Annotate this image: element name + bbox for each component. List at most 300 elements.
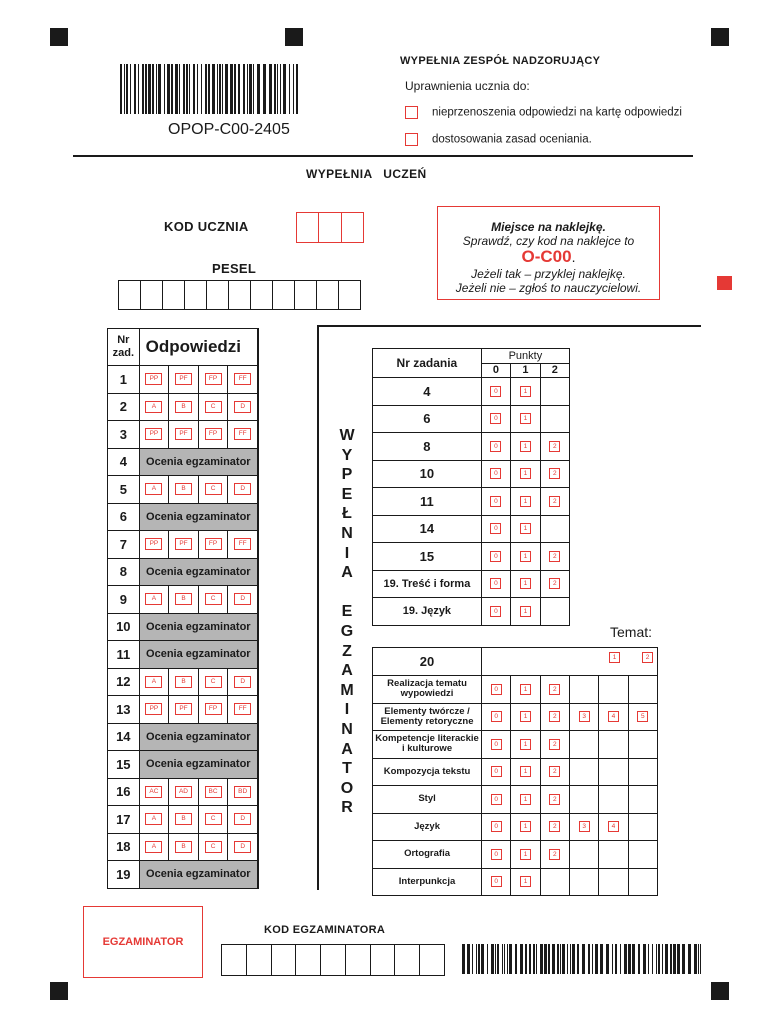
points-cell bbox=[540, 543, 569, 571]
points-box[interactable]: 0 bbox=[490, 578, 501, 589]
barcode-bottom bbox=[462, 944, 702, 974]
answer-option-cell bbox=[198, 806, 228, 834]
answer-row bbox=[108, 833, 258, 861]
barcode-bar bbox=[167, 64, 170, 114]
answer-option-box[interactable]: C bbox=[205, 483, 222, 495]
barcode-bar bbox=[670, 944, 672, 974]
points-cell bbox=[481, 460, 510, 488]
answer-option-box[interactable]: FF bbox=[234, 373, 251, 385]
answer-row bbox=[108, 668, 258, 696]
divider-top bbox=[73, 155, 693, 157]
criterion-cell bbox=[511, 786, 540, 814]
barcode-bar bbox=[257, 64, 260, 114]
criterion-row bbox=[373, 813, 658, 841]
criterion-cell bbox=[511, 731, 540, 759]
points-box[interactable]: 2 bbox=[549, 578, 560, 589]
points-box[interactable]: 0 bbox=[490, 386, 501, 397]
points-box[interactable]: 1 bbox=[520, 468, 531, 479]
answer-option-box[interactable]: FP bbox=[205, 703, 222, 715]
examiner-code-digit-box[interactable] bbox=[296, 945, 321, 975]
pesel-digit-box[interactable] bbox=[229, 281, 251, 309]
criterion-box[interactable]: 3 bbox=[579, 821, 590, 832]
answer-option-cell bbox=[198, 668, 228, 696]
examiner-code-digit-box[interactable] bbox=[222, 945, 247, 975]
points-box[interactable]: 0 bbox=[490, 468, 501, 479]
points-row bbox=[373, 515, 570, 543]
task20-table bbox=[372, 647, 658, 896]
answer-option-box[interactable]: D bbox=[234, 676, 251, 688]
temat-option-box[interactable]: 2 bbox=[642, 652, 653, 663]
answer-row bbox=[108, 503, 258, 531]
criterion-box[interactable]: 2 bbox=[549, 794, 560, 805]
examiner-grades-cell: Ocenia egzaminator bbox=[139, 641, 257, 669]
answer-option-box[interactable]: B bbox=[175, 841, 192, 853]
answer-option-cell bbox=[228, 531, 258, 559]
criterion-box[interactable]: 1 bbox=[520, 876, 531, 887]
points-box[interactable]: 1 bbox=[520, 606, 531, 617]
right-2-row[interactable] bbox=[405, 133, 592, 146]
barcode-bar bbox=[219, 64, 221, 114]
kod-ucznia-box[interactable] bbox=[297, 213, 319, 242]
answer-option-box[interactable]: PF bbox=[175, 703, 192, 715]
points-cell bbox=[540, 433, 569, 461]
criterion-box[interactable]: 2 bbox=[549, 711, 560, 722]
answer-option-box[interactable]: C bbox=[205, 676, 222, 688]
criterion-cell bbox=[599, 703, 628, 731]
barcode-bar bbox=[632, 944, 635, 974]
points-cell bbox=[511, 378, 540, 406]
vertical-label-letter: N bbox=[341, 721, 353, 738]
answer-option-cell bbox=[169, 696, 199, 724]
answer-option-box[interactable]: C bbox=[205, 841, 222, 853]
criterion-box[interactable]: 0 bbox=[491, 711, 502, 722]
answer-option-cell bbox=[139, 586, 169, 614]
barcode-bar bbox=[487, 944, 488, 974]
answer-option-box[interactable]: PP bbox=[145, 428, 162, 440]
examiner-code-digit-box[interactable] bbox=[346, 945, 371, 975]
pesel-digit-box[interactable] bbox=[273, 281, 295, 309]
kod-ucznia-box[interactable] bbox=[319, 213, 341, 242]
criterion-box[interactable]: 1 bbox=[520, 794, 531, 805]
criterion-cell bbox=[628, 676, 657, 704]
criterion-box[interactable]: 4 bbox=[608, 711, 619, 722]
registration-mark-bottom-right bbox=[711, 982, 729, 1000]
examiner-code-digit-box[interactable] bbox=[395, 945, 420, 975]
criterion-cell bbox=[482, 813, 511, 841]
answers-header-nr-text: Nr bbox=[117, 334, 130, 346]
answer-row-number: 18 bbox=[108, 833, 140, 861]
points-box[interactable]: 1 bbox=[520, 441, 531, 452]
points-cell bbox=[540, 598, 569, 626]
criterion-row bbox=[373, 786, 658, 814]
answer-option-cell bbox=[139, 806, 169, 834]
barcode-bar bbox=[179, 64, 180, 114]
barcode-bar bbox=[600, 944, 603, 974]
barcode-bar bbox=[186, 64, 188, 114]
answer-option-box[interactable]: PP bbox=[145, 538, 162, 550]
answer-option-box[interactable]: FP bbox=[205, 428, 222, 440]
barcode-bar bbox=[509, 944, 512, 974]
barcode-bar bbox=[462, 944, 465, 974]
criterion-cell bbox=[599, 868, 628, 896]
answer-row bbox=[108, 806, 258, 834]
answer-option-box[interactable]: B bbox=[175, 593, 192, 605]
kod-ucznia-boxes[interactable] bbox=[296, 212, 364, 243]
form-code: OPOP-C00-2405 bbox=[168, 121, 290, 138]
answer-option-box[interactable]: B bbox=[175, 676, 192, 688]
pesel-digit-box[interactable] bbox=[163, 281, 185, 309]
criterion-box[interactable]: 5 bbox=[637, 711, 648, 722]
answer-option-cell bbox=[198, 586, 228, 614]
points-box[interactable]: 2 bbox=[549, 496, 560, 507]
answer-row-number: 6 bbox=[108, 503, 140, 531]
barcode-bar bbox=[557, 944, 559, 974]
pesel-digit-box[interactable] bbox=[185, 281, 207, 309]
barcode-bar bbox=[243, 64, 245, 114]
barcode-bar bbox=[234, 64, 236, 114]
barcode-bar bbox=[582, 944, 585, 974]
points-task-number: 4 bbox=[373, 378, 482, 406]
points-header-task: Nr zadania bbox=[373, 349, 482, 378]
criterion-box[interactable]: 4 bbox=[608, 821, 619, 832]
answer-option-box[interactable]: FP bbox=[205, 538, 222, 550]
sticker-title: Miejsce na naklejkę. bbox=[491, 220, 606, 234]
criterion-box[interactable]: 2 bbox=[549, 739, 560, 750]
barcode-bar bbox=[472, 944, 473, 974]
answer-row bbox=[108, 778, 258, 806]
sticker-code-dot: . bbox=[571, 249, 576, 265]
barcode-bar bbox=[577, 944, 579, 974]
points-box[interactable]: 0 bbox=[490, 441, 501, 452]
criterion-box[interactable]: 1 bbox=[520, 739, 531, 750]
points-cell bbox=[481, 433, 510, 461]
barcode-bar bbox=[238, 64, 240, 114]
examiner-region-line-v bbox=[317, 325, 319, 890]
points-box[interactable]: 1 bbox=[520, 578, 531, 589]
barcode-bar bbox=[225, 64, 228, 114]
points-box[interactable]: 1 bbox=[520, 551, 531, 562]
barcode-bar bbox=[502, 944, 503, 974]
right-2-label: dostosowania zasad oceniania. bbox=[432, 133, 592, 146]
points-cell bbox=[481, 598, 510, 626]
answer-option-box[interactable]: A bbox=[145, 593, 162, 605]
examiner-region-line-h bbox=[317, 325, 701, 327]
criterion-cell bbox=[511, 841, 540, 869]
registration-mark-top-right bbox=[711, 28, 729, 46]
criterion-cell bbox=[482, 676, 511, 704]
barcode-bar bbox=[567, 944, 568, 974]
right-2-checkbox[interactable] bbox=[405, 133, 418, 146]
barcode-bar bbox=[263, 64, 266, 114]
criterion-cell bbox=[540, 676, 569, 704]
answer-option-box[interactable]: A bbox=[145, 841, 162, 853]
kod-ucznia-box[interactable] bbox=[342, 213, 363, 242]
criterion-cell bbox=[540, 786, 569, 814]
criterion-box[interactable]: 2 bbox=[549, 766, 560, 777]
criterion-box[interactable]: 1 bbox=[520, 711, 531, 722]
barcode-bar bbox=[552, 944, 555, 974]
barcode-bar bbox=[682, 944, 685, 974]
barcode-bar bbox=[247, 64, 248, 114]
barcode-bar bbox=[175, 64, 178, 114]
vertical-label-letter: Z bbox=[342, 642, 352, 660]
answer-option-cell bbox=[228, 366, 258, 394]
answer-option-cell bbox=[139, 531, 169, 559]
temat-option-box[interactable]: 1 bbox=[609, 652, 620, 663]
answer-option-box[interactable]: PP bbox=[145, 373, 162, 385]
barcode-bar bbox=[217, 64, 218, 114]
answer-row-number: 15 bbox=[108, 751, 140, 779]
barcode-bar bbox=[289, 64, 290, 114]
barcode-bar bbox=[212, 64, 215, 114]
criterion-row bbox=[373, 676, 658, 704]
barcode-bar bbox=[673, 944, 676, 974]
barcode-bar bbox=[171, 64, 173, 114]
criterion-box[interactable]: 0 bbox=[491, 849, 502, 860]
examiner-code-boxes[interactable] bbox=[221, 944, 445, 976]
barcode-bar bbox=[694, 944, 697, 974]
answer-option-box[interactable]: D bbox=[234, 813, 251, 825]
answer-option-box[interactable]: PF bbox=[175, 538, 192, 550]
examiner-code-label: KOD EGZAMINATORA bbox=[264, 924, 386, 936]
answer-row-number: 9 bbox=[108, 586, 140, 614]
answer-option-box[interactable]: PF bbox=[175, 373, 192, 385]
barcode-bar bbox=[606, 944, 609, 974]
barcode-bar bbox=[507, 944, 508, 974]
answer-option-cell bbox=[139, 696, 169, 724]
barcode-bar bbox=[293, 64, 294, 114]
criterion-cell bbox=[540, 841, 569, 869]
answer-option-box[interactable]: FP bbox=[205, 373, 222, 385]
criterion-box[interactable]: 1 bbox=[520, 766, 531, 777]
barcode-bar bbox=[145, 64, 147, 114]
barcode-bar bbox=[142, 64, 144, 114]
points-task-number: 8 bbox=[373, 433, 482, 461]
answer-option-box[interactable]: A bbox=[145, 813, 162, 825]
barcode-bar bbox=[544, 944, 547, 974]
answer-option-cell bbox=[169, 586, 199, 614]
answer-option-box[interactable]: PP bbox=[145, 703, 162, 715]
answer-option-box[interactable]: C bbox=[205, 401, 222, 413]
barcode-bar bbox=[269, 64, 272, 114]
points-row bbox=[373, 378, 570, 406]
barcode-bar bbox=[540, 944, 543, 974]
right-1-checkbox[interactable] bbox=[405, 106, 418, 119]
criterion-cell bbox=[482, 786, 511, 814]
answer-option-box[interactable]: BD bbox=[234, 786, 251, 798]
vertical-label-letter: A bbox=[341, 662, 353, 680]
answer-row-number: 14 bbox=[108, 723, 140, 751]
barcode-bar bbox=[158, 64, 161, 114]
answer-row-number: 7 bbox=[108, 531, 140, 559]
criterion-box[interactable]: 2 bbox=[549, 849, 560, 860]
answer-option-box[interactable]: D bbox=[234, 401, 251, 413]
answer-option-cell bbox=[228, 696, 258, 724]
points-box[interactable]: 0 bbox=[490, 496, 501, 507]
barcode-bar bbox=[230, 64, 233, 114]
criterion-box[interactable]: 1 bbox=[520, 821, 531, 832]
answer-row-number: 16 bbox=[108, 778, 140, 806]
answer-option-box[interactable]: C bbox=[205, 813, 222, 825]
answer-option-box[interactable]: B bbox=[175, 813, 192, 825]
criterion-box[interactable]: 0 bbox=[491, 766, 502, 777]
answer-option-cell bbox=[198, 476, 228, 504]
answer-option-box[interactable]: A bbox=[145, 401, 162, 413]
criterion-cell bbox=[570, 786, 599, 814]
pesel-digit-box[interactable] bbox=[119, 281, 141, 309]
points-box[interactable]: 0 bbox=[490, 413, 501, 424]
barcode-bar bbox=[656, 944, 657, 974]
barcode-bar bbox=[280, 64, 281, 114]
answer-option-box[interactable]: AC bbox=[145, 786, 162, 798]
points-task-number: 10 bbox=[373, 460, 482, 488]
points-box[interactable]: 1 bbox=[520, 496, 531, 507]
answer-row bbox=[108, 476, 258, 504]
points-box[interactable]: 0 bbox=[490, 523, 501, 534]
task20-title: 20 bbox=[373, 648, 482, 676]
criterion-label: Elementy twórcze / Elementy retoryczne bbox=[373, 703, 482, 731]
answer-option-box[interactable]: FF bbox=[234, 538, 251, 550]
answers-table bbox=[107, 328, 259, 889]
criterion-box[interactable]: 0 bbox=[491, 739, 502, 750]
points-box[interactable]: 2 bbox=[549, 551, 560, 562]
sticker-line-2: Jeżeli tak – przyklej naklejkę. bbox=[471, 267, 626, 281]
barcode-bar bbox=[595, 944, 598, 974]
answer-option-cell bbox=[139, 668, 169, 696]
barcode-bar bbox=[665, 944, 668, 974]
pesel-digit-box[interactable] bbox=[251, 281, 273, 309]
examiner-grades-cell: Ocenia egzaminator bbox=[139, 558, 257, 586]
points-box[interactable]: 1 bbox=[520, 386, 531, 397]
points-cell bbox=[481, 515, 510, 543]
criterion-cell bbox=[540, 868, 569, 896]
points-cell bbox=[481, 488, 510, 516]
answer-option-cell bbox=[139, 778, 169, 806]
criterion-row bbox=[373, 868, 658, 896]
criterion-box[interactable]: 0 bbox=[491, 876, 502, 887]
vertical-label-letter: W bbox=[339, 427, 355, 444]
answer-row bbox=[108, 393, 258, 421]
points-cell bbox=[540, 515, 569, 543]
pesel-digit-box[interactable] bbox=[207, 281, 229, 309]
answer-option-cell bbox=[228, 833, 258, 861]
examiner-code-digit-box[interactable] bbox=[272, 945, 297, 975]
student-section-title: WYPEŁNIA UCZEŃ bbox=[306, 167, 427, 181]
answer-option-box[interactable]: FF bbox=[234, 703, 251, 715]
criterion-cell bbox=[628, 786, 657, 814]
points-task-number: 19. Treść i forma bbox=[373, 570, 482, 598]
answer-option-box[interactable]: D bbox=[234, 841, 251, 853]
criterion-cell bbox=[482, 731, 511, 759]
pesel-boxes[interactable] bbox=[118, 280, 361, 310]
criterion-box[interactable]: 0 bbox=[491, 684, 502, 695]
examiner-grades-cell: Ocenia egzaminator bbox=[139, 751, 257, 779]
points-cell bbox=[511, 598, 540, 626]
pesel-digit-box[interactable] bbox=[339, 281, 360, 309]
answer-option-cell bbox=[139, 476, 169, 504]
points-box[interactable]: 2 bbox=[549, 441, 560, 452]
criterion-box[interactable]: 0 bbox=[491, 821, 502, 832]
answer-row-number: 13 bbox=[108, 696, 140, 724]
registration-mark-bottom-left bbox=[50, 982, 68, 1000]
answer-option-box[interactable]: FF bbox=[234, 428, 251, 440]
answer-option-box[interactable]: A bbox=[145, 483, 162, 495]
pesel-digit-box[interactable] bbox=[317, 281, 339, 309]
answer-option-box[interactable]: PF bbox=[175, 428, 192, 440]
answer-row bbox=[108, 613, 258, 641]
points-box[interactable]: 1 bbox=[520, 523, 531, 534]
criterion-label: Kompozycja tekstu bbox=[373, 758, 482, 786]
points-cell bbox=[481, 405, 510, 433]
pesel-digit-box[interactable] bbox=[141, 281, 163, 309]
criterion-cell bbox=[540, 758, 569, 786]
answer-option-cell bbox=[228, 476, 258, 504]
criterion-box[interactable]: 2 bbox=[549, 684, 560, 695]
temat-label: Temat: bbox=[610, 624, 653, 640]
answer-option-box[interactable]: D bbox=[234, 593, 251, 605]
barcode-bar bbox=[183, 64, 185, 114]
criterion-cell bbox=[628, 731, 657, 759]
barcode-bar bbox=[467, 944, 470, 974]
answer-option-box[interactable]: B bbox=[175, 401, 192, 413]
examiner-code-digit-box[interactable] bbox=[321, 945, 346, 975]
answer-option-cell bbox=[228, 393, 258, 421]
examiner-code-digit-box[interactable] bbox=[247, 945, 272, 975]
answer-option-box[interactable]: C bbox=[205, 593, 222, 605]
criterion-box[interactable]: 2 bbox=[549, 821, 560, 832]
criterion-box[interactable]: 1 bbox=[520, 849, 531, 860]
points-cell bbox=[511, 405, 540, 433]
barcode-bar bbox=[277, 64, 278, 114]
task20-header-blank bbox=[482, 648, 658, 676]
barcode-bar bbox=[572, 944, 575, 974]
answer-option-cell bbox=[139, 833, 169, 861]
right-1-row[interactable] bbox=[405, 106, 682, 119]
sticker-line-3: Jeżeli nie – zgłoś to nauczycielowi. bbox=[455, 281, 642, 295]
examiner-code-digit-box[interactable] bbox=[371, 945, 396, 975]
answer-option-cell bbox=[228, 778, 258, 806]
points-task-number: 14 bbox=[373, 515, 482, 543]
answer-option-box[interactable]: AD bbox=[175, 786, 192, 798]
pesel-digit-box[interactable] bbox=[295, 281, 317, 309]
points-box[interactable]: 2 bbox=[549, 468, 560, 479]
examiner-grades-cell: Ocenia egzaminator bbox=[139, 448, 257, 476]
criterion-cell bbox=[511, 758, 540, 786]
points-box[interactable]: 1 bbox=[520, 413, 531, 424]
answer-option-box[interactable]: A bbox=[145, 676, 162, 688]
vertical-label-letter: N bbox=[341, 525, 353, 542]
answer-option-box[interactable]: B bbox=[175, 483, 192, 495]
answer-option-cell bbox=[198, 531, 228, 559]
barcode-bar bbox=[560, 944, 561, 974]
answer-option-box[interactable]: D bbox=[234, 483, 251, 495]
points-box[interactable]: 0 bbox=[490, 606, 501, 617]
examiner-code-digit-box[interactable] bbox=[420, 945, 444, 975]
criterion-box[interactable]: 3 bbox=[579, 711, 590, 722]
barcode-bar bbox=[612, 944, 613, 974]
criterion-box[interactable]: 0 bbox=[491, 794, 502, 805]
criterion-box[interactable]: 1 bbox=[520, 684, 531, 695]
criterion-cell bbox=[570, 868, 599, 896]
answer-option-cell bbox=[169, 668, 199, 696]
points-row bbox=[373, 598, 570, 626]
criterion-cell bbox=[570, 841, 599, 869]
barcode-bar bbox=[481, 944, 484, 974]
answer-option-cell bbox=[198, 421, 228, 449]
points-box[interactable]: 0 bbox=[490, 551, 501, 562]
answer-option-box[interactable]: BC bbox=[205, 786, 222, 798]
criterion-cell bbox=[482, 868, 511, 896]
